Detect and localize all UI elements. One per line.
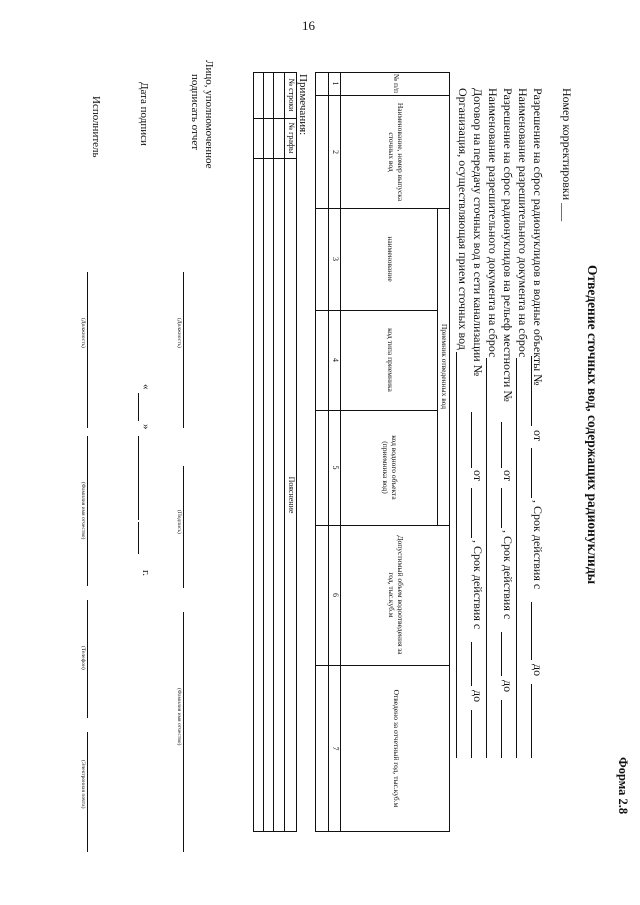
header-receiver-name: наименование [385,236,395,282]
authorized-fio-caption: (Фамилия имя отчество) [176,688,182,746]
executor-phone-blank [87,600,88,718]
authorized-person-label [188,60,216,169]
authorized-signature-blank [183,466,184,588]
executor-position-caption: (Должность) [80,318,86,348]
authorized-line-2: подписать отчет [189,74,202,151]
contract-text: Договор на передачу сточных вод в сети канализации № [471,88,485,377]
authorized-position-caption: (Должность) [176,318,182,348]
permit-relief-start-blank [501,632,502,676]
executor-position-blank [87,272,88,428]
organization-blank [456,352,457,758]
header-allowed-volume: Допустимый объем водоотведения за год, тыс.куб.м [387,535,406,655]
date-year-blank [138,522,139,554]
col-number-1: 1 [331,81,340,86]
col-number-6: 6 [331,593,340,597]
executor-fio-blank [87,436,88,586]
permit-water-number-blank [531,356,532,426]
executor-email-blank [87,732,88,852]
header-name: Наименование, номер выпуска сточных вод [387,102,406,202]
permit-water-doc-blank [516,358,517,758]
authorized-signature-caption: (Подпись) [176,510,182,534]
contract-from-text: от [471,470,485,482]
permit-water-validity-text: , Срок действия с [531,500,545,590]
date-year-suffix: г. [140,570,152,577]
permit-relief-date-blank [501,488,502,528]
header-disposed-volume: Отведено за отчетный год, тыс.куб.м [391,689,401,808]
notes-header-col: № графы [286,122,296,154]
permit-water-end-blank [531,684,532,758]
permit-relief-to-text: до [501,680,515,693]
date-month-blank [138,436,139,520]
notes-header-row: № строки [286,78,296,112]
permit-relief-end-blank [501,700,502,758]
organization-text: Организация, осуществляющая прием сточных вод [456,88,470,350]
col-number-5: 5 [331,465,340,470]
authorized-position-blank [183,272,184,428]
contract-end-blank [471,710,472,758]
page-number: 16 [302,18,315,33]
permit-relief-doc-blank [486,358,487,758]
notes-title: Примечания: [297,74,309,136]
header-num: № п/п [391,73,401,94]
permit-water-to-text: до [531,664,545,677]
col-number-2: 2 [331,150,340,154]
contract-start-blank [471,642,472,686]
date-label: Дата подписи [138,82,150,146]
permit-water-text: Разрешение на сброс радионуклидов в водные объекты № [531,88,545,386]
permit-relief-doc-text: Наименование разрешительного документа на сброс [486,88,500,358]
executor-phone-caption: (Телефон) [80,646,86,670]
permit-water-start-blank [531,602,532,660]
title-text: Отведение сточных вод, содержащих радионуклиды [585,265,600,585]
contract-to-text: до [471,690,485,703]
authorized-line-1: Лицо, уполномоченное [203,60,215,169]
correction-text: Номер корректировки ___ [560,88,574,222]
header-receiver-type: код типа приемника [385,328,395,392]
contract-validity-text: , Срок действия с [471,540,485,630]
col-number-7: 7 [331,746,340,751]
notes-header-explanation: Пояснение [286,476,296,514]
permit-water-doc-text: Наименование разрешительного документа на сброс [516,88,530,358]
executor-email-caption: (Электронная почта) [80,760,86,809]
contract-date-blank [471,488,472,538]
authorized-fio-blank [183,612,184,852]
form-label-text: Форма 2.8 [616,757,630,815]
date-close-quote: » [140,424,152,430]
date-day-blank [138,393,139,421]
permit-water-date-blank [531,448,532,498]
permit-relief-validity-text: , Срок действия с [501,530,515,620]
permit-relief-text: Разрешение на сброс радионуклидов на рельеф местности № [501,88,515,402]
permit-water-from-text: от [531,430,545,442]
col-number-3: 3 [331,257,340,261]
executor-fio-caption: (Фамилия имя отчество) [80,482,86,540]
permit-relief-from-text: от [501,470,515,482]
permit-relief-number-blank [501,422,502,468]
header-water-object: код водного объекта (приемника вод) [381,435,400,500]
header-receiver: Приемник отведенных вод [440,323,450,410]
executor-label: Исполнитель [90,96,102,158]
date-open-quote: « [140,384,152,390]
contract-number-blank [471,412,472,468]
col-number-4: 4 [331,358,340,362]
